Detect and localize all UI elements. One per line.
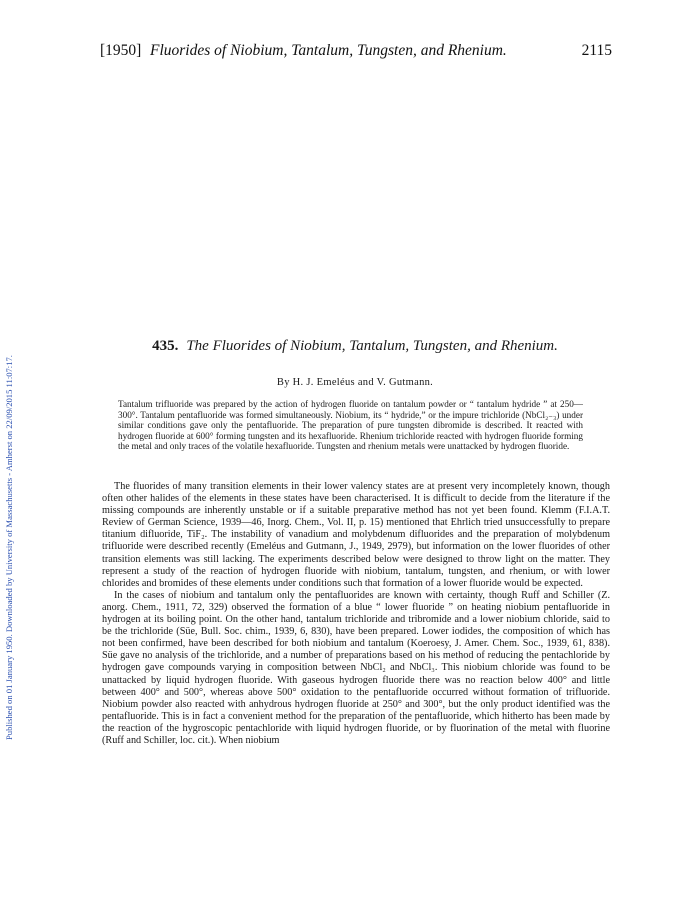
download-notice: Published on 01 January 1950. Downloaded by University of Massachusetts - Amherst on 22/09/2015 11:07:17. (4, 355, 14, 740)
body-paragraph: The fluorides of many transition elements in their lower valency states are at present very incompletely known, though often other halides of the elements in these states have been characterised. It is difficult to decide from the literature if the missing compounds are inherently unstable or if a suitable preparative method has not yet been found. Klemm (F.I.A.T. Review of German Science, 1939—46, Inorg. Chem., Vol. II, p. 15) mentioned that Ehrlich tried unsuccessfully to prepare titanium difluoride, TiF₂. The instability of vanadium and molybdenum difluorides and the preparation of molybdenum trifluoride were described recently (Emeléus and Gutmann, J., 1949, 2979), but information on the lower fluorides of other transition elements was still lacking. The experiments described below were designed to throw light on the matter. They represent a study of the reaction of hydrogen fluoride with niobium, tantalum, tungsten, and rhenium, or with lower chlorides and bromides of these elements under conditions such that formation of a lower fluoride would be expected. (102, 481, 610, 589)
running-head (100, 42, 612, 64)
page-number: 2115 (581, 42, 612, 59)
article-title-text: The Fluorides of Niobium, Tantalum, Tungsten, and Rhenium. (186, 338, 558, 354)
article-title (110, 337, 600, 356)
body-text (102, 481, 610, 747)
abstract: Tantalum trifluoride was prepared by the action of hydrogen fluoride on tantalum powder or “ tantalum hydride ” at 250—300°. Tantalum pentafluoride was formed simultaneously. Niobium, its “ hydride,” or the impure trichloride (NbCl₂₋₃) under similar conditions gave only the pentafluoride. The preparation of pure tungsten dibromide is described. It reacted with hydrogen fluoride at 600° forming tungsten and its hexafluoride. Rhenium trichloride reacted with hydrogen fluoride forming the metal and only traces of the volatile hexafluoride. Tungsten and rhenium metals were unattacked by hydrogen fluoride. (118, 399, 583, 452)
running-head-title: Fluorides of Niobium, Tantalum, Tungsten, and Rhenium. (150, 42, 507, 59)
article-number: 435. (152, 338, 179, 354)
running-head-year: [1950] (100, 42, 142, 59)
byline: By H. J. Emeléus and V. Gutmann. (276, 377, 434, 388)
body-paragraph: In the cases of niobium and tantalum only the pentafluorides are known with certainty, though Ruff and Schiller (Z. anorg. Chem., 1911, 72, 329) observed the formation of a blue “ lower fluoride ” on heating niobium pentafluoride in hydrogen at its boiling point. On the other hand, tantalum trichloride and tribromide and a lower niobium chloride, said to be the trichloride (Süe, Bull. Soc. chim., 1939, 6, 830), have been prepared. Lower iodides, the composition of which has not been confirmed, have been described for both niobium and tantalum (Koeroesy, J. Amer. Chem. Soc., 1939, 61, 838). Süe gave no analysis of the trichloride, and a number of preparations based on his method of reducing the pentachloride by hydrogen gave compounds varying in composition between NbCl₂ and NbCl₃. This niobium chloride was found to be unattacked by liquid hydrogen fluoride. With gaseous hydrogen fluoride there was no reaction below 400° and little between 400° and 500°, whereas above 500° oxidation to the pentafluoride occurred without formation of trifluoride. Niobium powder also reacted with anhydrous hydrogen fluoride at 250° and 300°, but the only product identified was the pentafluoride. This is in fact a convenient method for the preparation of the pentafluoride, which hitherto has been made by the reaction of the hygroscopic pentachloride with liquid hydrogen fluoride, or by fluorination of the metal with fluorine (Ruff and Schiller, loc. cit.). When niobium (102, 589, 610, 746)
